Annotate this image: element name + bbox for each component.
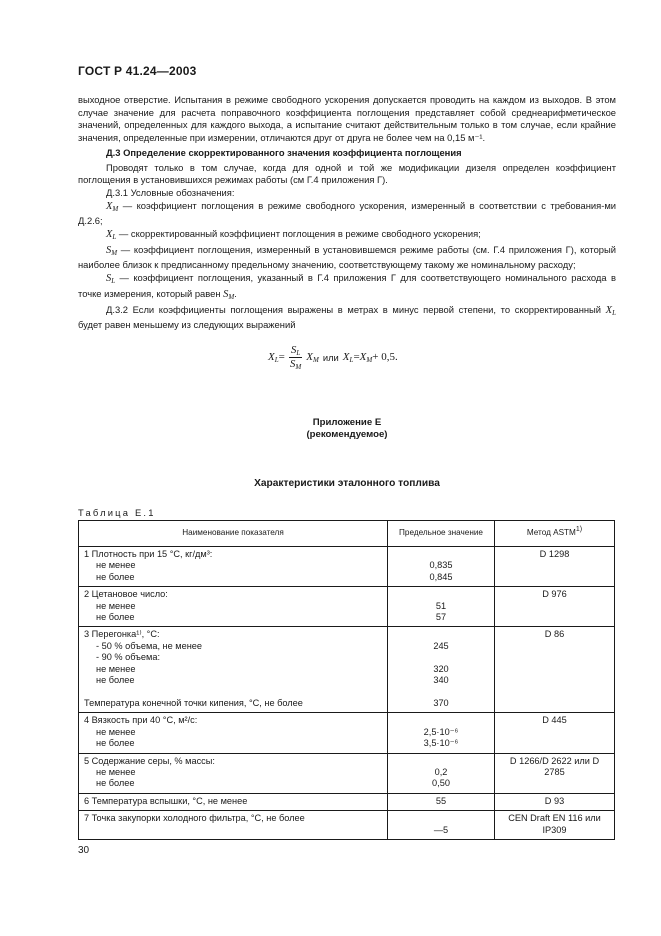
definition-xm: $X_M$ — коэффициент поглощения в режиме свободного ускорения, измеренный в соответствии с требования-ми Д.2.6; bbox=[78, 199, 616, 227]
indicator-cell bbox=[79, 587, 388, 627]
indicator-line: 7 Точка закупорки холодного фильтра, °С, не более bbox=[84, 813, 305, 824]
indicator-line: не менее bbox=[96, 600, 136, 611]
limit-value-cell bbox=[388, 713, 495, 753]
indicator-line bbox=[84, 825, 382, 836]
limit-value: 370 bbox=[433, 697, 449, 708]
paragraph-d31-heading: Д.3.1 Условные обозначения: bbox=[106, 186, 235, 198]
limit-value bbox=[393, 549, 489, 560]
method-cell: D 1266/D 2622 или D 2785 bbox=[495, 753, 615, 793]
limit-value: 320 bbox=[433, 663, 449, 674]
indicator-line: - 50 % объема, не менее bbox=[96, 640, 203, 651]
indicator-cell bbox=[79, 627, 388, 713]
header-indicator: Наименование показателя bbox=[79, 521, 388, 547]
indicator-cell bbox=[79, 547, 388, 587]
symbol-xl-inline: $X_L$ bbox=[605, 304, 616, 317]
method-cell: CEN Draft EN 116 или IP309 bbox=[495, 811, 615, 840]
method-cell: D 93 bbox=[495, 793, 615, 810]
indicator-line: не более bbox=[96, 571, 135, 582]
indicator-line: не менее bbox=[96, 766, 136, 777]
limit-value-cell bbox=[388, 547, 495, 587]
limit-value: 340 bbox=[433, 675, 449, 686]
limit-value: 55 bbox=[435, 795, 447, 806]
paragraph-d3-intro: Проводят только в том случае, когда для одной и той же модификации дизеля определен коэффициент поглощения в установившихся режимах работы (см Г.4 приложения Г). bbox=[78, 161, 616, 186]
method-cell: D 1298 bbox=[495, 547, 615, 587]
limit-value-cell bbox=[388, 753, 495, 793]
limit-value: 245 bbox=[433, 640, 449, 651]
table-row bbox=[79, 793, 615, 810]
limit-value: 51 bbox=[435, 600, 447, 611]
limit-value: 3,5·10⁻⁶ bbox=[423, 738, 459, 749]
limit-value: 0,50 bbox=[432, 778, 450, 789]
table-caption: Таблица Е.1 bbox=[78, 507, 156, 518]
symbol-sm: $S_M$ bbox=[106, 244, 118, 257]
limit-value-cell bbox=[388, 793, 495, 810]
correction-formula: $X_L$ = $\frac{S_L}{S_M}$ $X_M$ или $X_L$ = $X_M$ + 0,5. bbox=[268, 343, 398, 371]
indicator-line: - 90 % объема: bbox=[96, 652, 161, 663]
limit-value: 0,845 bbox=[429, 571, 453, 582]
indicator-line bbox=[84, 686, 382, 697]
indicator-line: 1 Плотность при 15 °С, кг/дм³: bbox=[84, 549, 213, 559]
limit-value-cell bbox=[388, 627, 495, 713]
document-header: ГОСТ Р 41.24—2003 bbox=[78, 64, 197, 78]
indicator-line: не менее bbox=[96, 726, 136, 737]
limit-value: 2,5·10⁻⁶ bbox=[423, 726, 459, 737]
table-row bbox=[79, 713, 615, 753]
indicator-cell bbox=[79, 713, 388, 753]
indicator-line: не более bbox=[96, 738, 135, 749]
table-row bbox=[79, 547, 615, 587]
definition-xl: $X_L$ — скорректированный коэффициент поглощения в режиме свободного ускорения; bbox=[106, 228, 481, 242]
indicator-line: 4 Вязкость при 40 °С, м²/с: bbox=[84, 715, 198, 726]
limit-value: 0,835 bbox=[429, 560, 453, 571]
symbol-xm: $X_M$ bbox=[106, 200, 119, 213]
definition-sm: $S_M$ — коэффициент поглощения, измеренный в установившемся режиме работы (см. Г.4 приложения Г), который наиболее близок к предписанному предельному значению, соответствующему такому же номинальному расходу; bbox=[78, 243, 616, 271]
indicator-line: не менее bbox=[96, 560, 136, 571]
indicator-cell bbox=[79, 753, 388, 793]
limit-value: 0,2 bbox=[434, 766, 448, 777]
limit-value bbox=[393, 813, 489, 824]
formula-fraction: $\frac{S_L}{S_M}$ bbox=[289, 343, 302, 371]
appendix-title: Приложение Е bbox=[312, 417, 382, 428]
table-header-row bbox=[79, 521, 615, 547]
appendix-status: (рекомендуемое) bbox=[306, 429, 388, 440]
symbol-xl: $X_L$ bbox=[106, 229, 117, 242]
header-method: Метод ASTM$^{1)}$ bbox=[495, 521, 615, 547]
limit-value-cell bbox=[388, 587, 495, 627]
paragraph-continuation: выходное отверстие. Испытания в режиме свободного ускорения допускается проводить на каждом из выходов. В этом случае значение для расчета поправочного коэффициента поглощения представляет собой среднеарифметическое значений, определенных для каждого выхода, а испытание считают действительным только в том случае, если крайние значения, определенные при измерении, отличаются друг от друга не более чем на 0,15 м⁻¹. bbox=[78, 94, 616, 144]
limit-value bbox=[393, 652, 489, 663]
table-row bbox=[79, 627, 615, 713]
indicator-line: не более bbox=[96, 675, 135, 686]
table-row bbox=[79, 587, 615, 627]
limit-value: —5 bbox=[433, 824, 449, 835]
indicator-line: 2 Цетановое число: bbox=[84, 589, 168, 600]
limit-value bbox=[393, 686, 489, 697]
symbol-sl: $S_L$ bbox=[106, 273, 116, 286]
limit-value: 57 bbox=[435, 612, 447, 623]
fuel-characteristics-table bbox=[78, 520, 615, 840]
method-cell: D 976 bbox=[495, 587, 615, 627]
indicator-line: Температура конечной точки кипения, °С, не более bbox=[84, 697, 303, 708]
section-d3-title: Д.3 Определение скорректированного значения коэффициента поглощения bbox=[106, 146, 462, 158]
limit-value bbox=[393, 756, 489, 767]
indicator-line: 6 Температура вспышки, °С, не менее bbox=[84, 795, 248, 806]
appendix-heading: Характеристики эталонного топлива bbox=[254, 478, 440, 489]
indicator-cell bbox=[79, 793, 388, 810]
indicator-cell bbox=[79, 811, 388, 840]
indicator-line: 3 Перегонка¹⁾, °С: bbox=[84, 629, 160, 640]
symbol-sm-inline: $S_M$ bbox=[223, 288, 235, 301]
table-row bbox=[79, 753, 615, 793]
table-row bbox=[79, 811, 615, 840]
limit-value-cell bbox=[388, 811, 495, 840]
limit-value bbox=[393, 589, 489, 600]
header-limit: Предельное значение bbox=[388, 521, 495, 547]
limit-value bbox=[393, 629, 489, 640]
limit-value bbox=[393, 715, 489, 726]
body-text-top bbox=[78, 94, 616, 332]
method-cell: D 86 bbox=[495, 627, 615, 713]
indicator-line: не более bbox=[96, 612, 135, 623]
paragraph-d32: Д.3.2 Если коэффициенты поглощения выражены в метрах в минус первой степени, то скорректированный $X_L$ будет равен меньшему из следующих выражений bbox=[78, 303, 616, 331]
page-number: 30 bbox=[78, 845, 90, 856]
indicator-line: не более bbox=[96, 778, 135, 789]
indicator-line: 5 Содержание серы, % массы: bbox=[84, 755, 215, 766]
indicator-line: не менее bbox=[96, 663, 136, 674]
definition-sl: $S_L$ — коэффициент поглощения, указанный в Г.4 приложения Г для соответствующего номинального расхода в точке измерения, который равен $S_M$. bbox=[78, 272, 616, 301]
method-cell: D 445 bbox=[495, 713, 615, 753]
